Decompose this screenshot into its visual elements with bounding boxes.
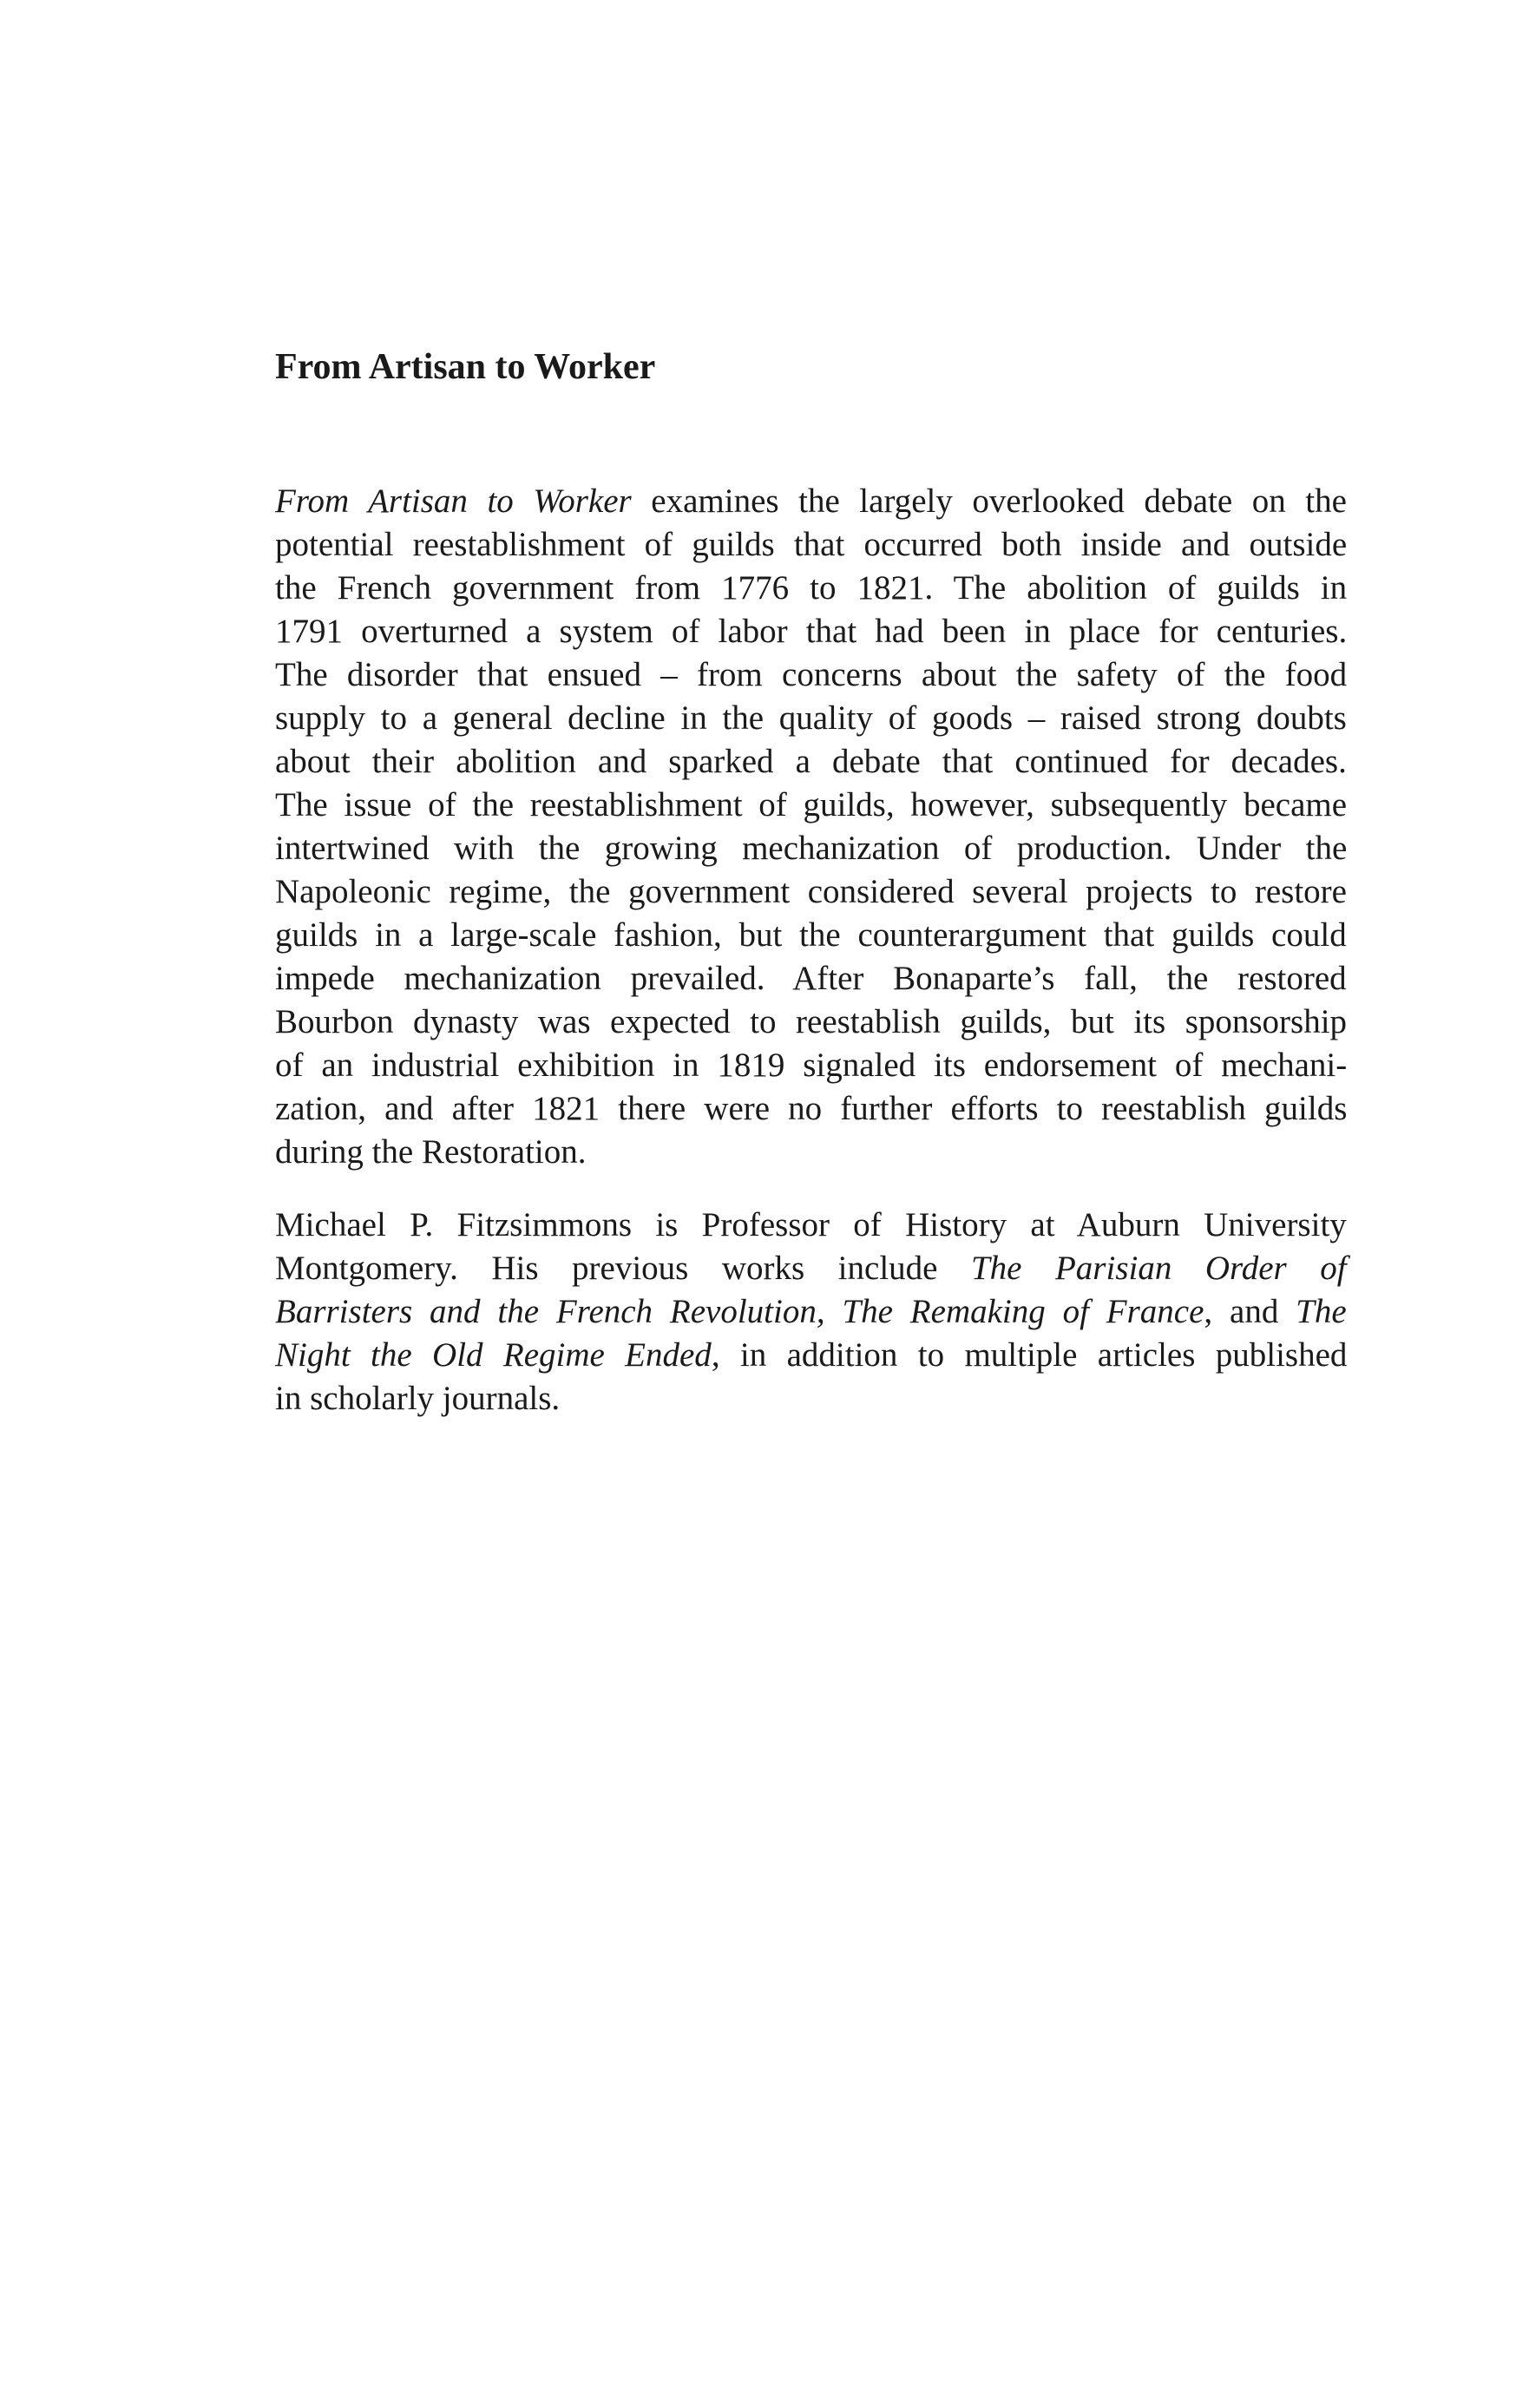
description-line: Napoleonic regime, the government considered several projects to restore — [275, 873, 1347, 910]
description-line: intertwined with the growing mechanization of production. Under the — [275, 830, 1348, 867]
page-title: From Artisan to Worker — [275, 347, 656, 387]
bio-line: Michael P. Fitzsimmons is Professor of History at Auburn University — [275, 1206, 1347, 1243]
description-line: potential reestablishment of guilds that occurred both inside and outside — [275, 526, 1348, 563]
description-line: guilds in a large-scale fashion, but the counterargument that guilds could — [275, 916, 1347, 954]
work-title-italic: Barristers and the French Revolution, The Remaking of France — [275, 1293, 1204, 1330]
book-title-italic: From Artisan to Worker — [275, 482, 632, 520]
description-line: supply to a general decline in the quality of goods – raised strong doubts — [275, 699, 1347, 737]
description-line: of an industrial exhibition in 1819 signaled its endorsement of mechani- — [275, 1047, 1348, 1084]
description-line: The disorder that ensued – from concerns about the safety of the food — [275, 656, 1348, 693]
description-line: Bourbon dynasty was expected to reestablish guilds, but its sponsorship — [275, 1003, 1348, 1040]
bio-line: Montgomery. His previous works include The Parisian Order of — [275, 1250, 1347, 1287]
work-title-italic: The — [1296, 1293, 1347, 1330]
author-bio — [275, 1204, 1347, 1421]
description-line: From Artisan to Worker examines the largely overlooked debate on the — [275, 482, 1347, 520]
description-line: The issue of the reestablishment of guilds, however, subsequently became — [275, 786, 1348, 823]
description-line: 1791 overturned a system of labor that had been in place for centuries. — [275, 613, 1348, 650]
book-description — [275, 480, 1347, 1174]
bio-line: Night the Old Regime Ended, in addition to multiple articles published — [275, 1336, 1348, 1374]
description-line: impede mechanization prevailed. After Bonaparte’s fall, the restored — [275, 960, 1347, 997]
work-title-italic: The Parisian Order of — [970, 1250, 1347, 1287]
description-line: zation, and after 1821 there were no further efforts to reestablish guilds — [275, 1090, 1348, 1127]
work-title-italic: Night the Old Regime Ended — [275, 1336, 712, 1374]
description-line: the French government from 1776 to 1821. The abolition of guilds in — [275, 569, 1348, 607]
description-line: during the Restoration. — [275, 1133, 587, 1171]
bio-line: in scholarly journals. — [275, 1380, 561, 1417]
bio-line: Barristers and the French Revolution, The Remaking of France, and The — [275, 1293, 1347, 1330]
description-line: about their abolition and sparked a debate that continued for decades. — [275, 743, 1347, 780]
